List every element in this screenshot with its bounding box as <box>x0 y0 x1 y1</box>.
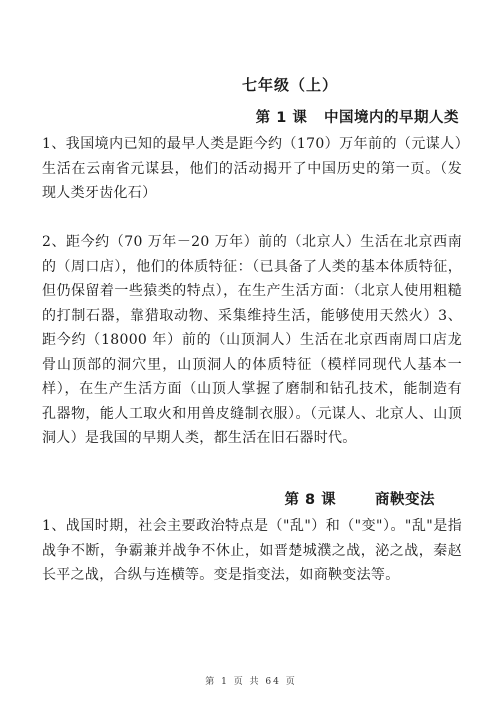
lesson-1-paragraph-1: 1、我国境内已知的最早人类是距今约（170）万年前的（元谋人）生活在云南省元谋县，他们的活动揭开了中国历史的第一页。（发现人类牙齿化石） <box>42 136 462 201</box>
grade-title: 七年级（上） <box>241 76 338 94</box>
lesson-8-paragraph-1: 1、战国时期，社会主要政治特点是（"乱"）和（"变"）。"乱"是指战争不断，争霸兼并战争不休止，如晋楚城濮之战，泌之战，秦赵长平之战，合纵与连横等。变是指变法，如商鞅变法等。 <box>42 518 462 583</box>
lesson-1-title: 第 1 课 中国境内的早期人类 <box>255 110 459 126</box>
lesson-8-title: 第 8 课 商鞅变法 <box>284 492 435 508</box>
lesson-1-paragraph-2: 2、距今约（70 万年－20 万年）前的（北京人）生活在北京西南的（周口店），他们的体质特征：（已具备了人类的基本体质特征，但仍保留着一些猿类的特点），在生产生活方面：（北京人使用粗糙的打制石器，靠猎取动物、采集维持生活，能够使用天然火）3、距今约（18000 年）前的（山顶洞人）生活在北京西南周口店龙骨山顶部的洞穴里，山顶洞人的体质特征（模样同现代人基本一样），在生产生活方面（山顶人掌握了磨制和钻孔技术，能制造有孔器物，能人工取火和用兽皮缝制衣服）。（元谋人、北京人、山顶洞人）是我国的早期人类，都生活在旧石器时代。 <box>42 234 462 446</box>
page-footer: 第 1 页 共 64 页 <box>205 677 297 687</box>
